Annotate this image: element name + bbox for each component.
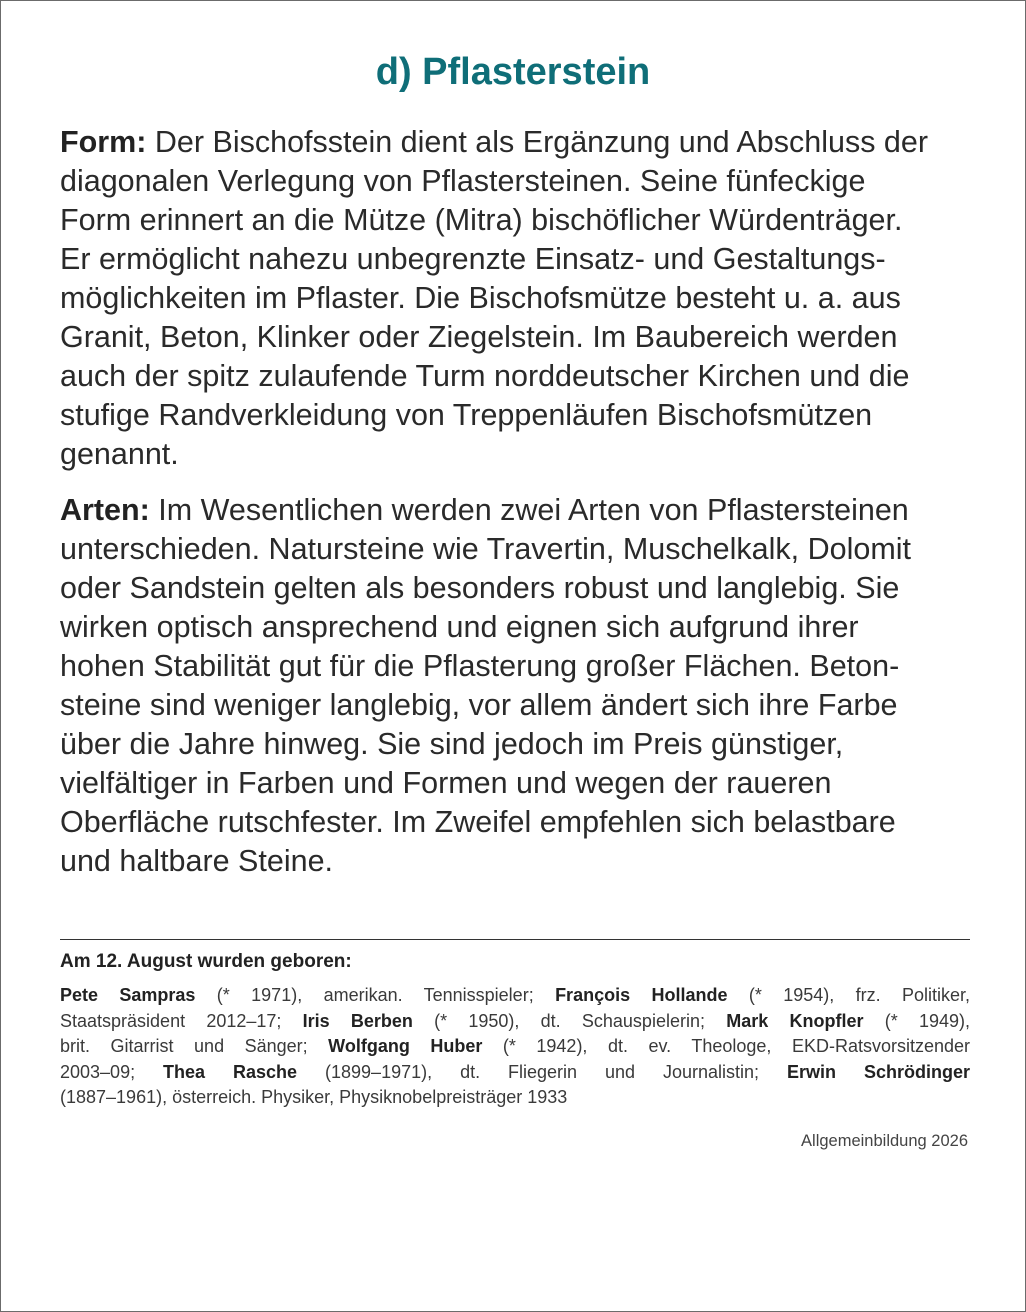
person-info: (1887–1961), österreich. Physiker, Physiknobelpreisträger 1933 — [60, 1087, 568, 1107]
birthdays-line — [60, 983, 970, 1009]
person-name: Pete Sampras — [60, 985, 196, 1005]
person-info: (* 1949), — [863, 1010, 970, 1031]
arten-line: Oberfläche rutschfester. Im Zweifel empfehlen sich belastbare — [60, 805, 896, 839]
birthdays-heading: Am 12. August wurden geboren: — [60, 951, 352, 972]
arten-paragraph — [60, 491, 970, 881]
form-line: Granit, Beton, Klinker oder Ziegelstein. Im Baubereich werden — [60, 320, 898, 354]
birthdays-line — [60, 1034, 970, 1060]
person-info: (1899–1971), dt. Fliegerin und Journalistin; — [297, 1061, 788, 1082]
person-name: Iris Berben — [302, 1010, 413, 1031]
person-info: 2003–09; — [60, 1061, 164, 1082]
section-divider — [60, 939, 970, 940]
arten-label: Arten: — [60, 493, 150, 527]
person-info: (* 1950), dt. Schauspielerin; — [412, 1010, 727, 1031]
page-title: d) Pflasterstein — [375, 51, 651, 93]
person-name: Mark Knopfler — [726, 1010, 864, 1031]
form-line: Er ermöglicht nahezu unbegrenzte Einsatz- und Gestaltungs- — [60, 242, 886, 276]
arten-line: über die Jahre hinweg. Sie sind jedoch im Preis günstiger, — [60, 727, 844, 761]
arten-line — [60, 491, 970, 530]
person-name: Thea Rasche — [163, 1061, 298, 1082]
birthdays-line — [60, 1060, 970, 1086]
birthdays-line — [60, 1085, 970, 1111]
person-info: (* 1954), frz. Politiker, — [727, 985, 970, 1005]
birthdays-text — [60, 983, 970, 1111]
form-text: Der Bischofsstein dient als Ergänzung und Abschluss der — [146, 125, 928, 159]
form-line — [60, 123, 970, 162]
form-line: Form erinnert an die Mütze (Mitra) bischöflicher Würdenträger. — [60, 203, 903, 237]
form-line: möglichkeiten im Pflaster. Die Bischofsmütze besteht u. a. aus — [60, 281, 901, 315]
arten-text: Im Wesentlichen werden zwei Arten von Pflastersteinen — [149, 493, 909, 527]
arten-line: hohen Stabilität gut für die Pflasterung großer Flächen. Beton- — [60, 649, 900, 683]
form-line: diagonalen Verlegung von Pflastersteinen. Seine fünfeckige — [60, 164, 866, 198]
person-info: (* 1942), dt. ev. Theologe, EKD-Ratsvorsitzender — [482, 1036, 971, 1056]
person-name: François Hollande — [555, 985, 728, 1005]
person-info: brit. Gitarrist und Sänger; — [60, 1036, 329, 1056]
arten-line: unterschieden. Natursteine wie Travertin, Muschelkalk, Dolomit — [60, 532, 911, 566]
arten-line: oder Sandstein gelten als besonders robust und langlebig. Sie — [60, 571, 900, 605]
arten-line: wirken optisch ansprechend und eignen sich aufgrund ihrer — [60, 610, 859, 644]
form-paragraph — [60, 123, 970, 474]
birthdays-line — [60, 1009, 970, 1035]
person-info: Staatspräsident 2012–17; — [60, 1010, 303, 1031]
footer-text: Allgemeinbildung 2026 — [801, 1132, 968, 1150]
arten-line: und haltbare Steine. — [60, 844, 334, 878]
person-name: Erwin Schrödinger — [787, 1061, 970, 1082]
person-name: Wolfgang Huber — [328, 1036, 483, 1056]
form-line: stufige Randverkleidung von Treppenläufen Bischofsmützen — [60, 398, 873, 432]
form-line: auch der spitz zulaufende Turm norddeutscher Kirchen und die — [60, 359, 910, 393]
person-info: (* 1971), amerikan. Tennisspieler; — [195, 985, 556, 1005]
form-line: genannt. — [60, 437, 179, 471]
arten-line: steine sind weniger langlebig, vor allem ändert sich ihre Farbe — [60, 688, 898, 722]
arten-line: vielfältiger in Farben und Formen und wegen der raueren — [60, 766, 832, 800]
form-label: Form: — [60, 125, 147, 159]
